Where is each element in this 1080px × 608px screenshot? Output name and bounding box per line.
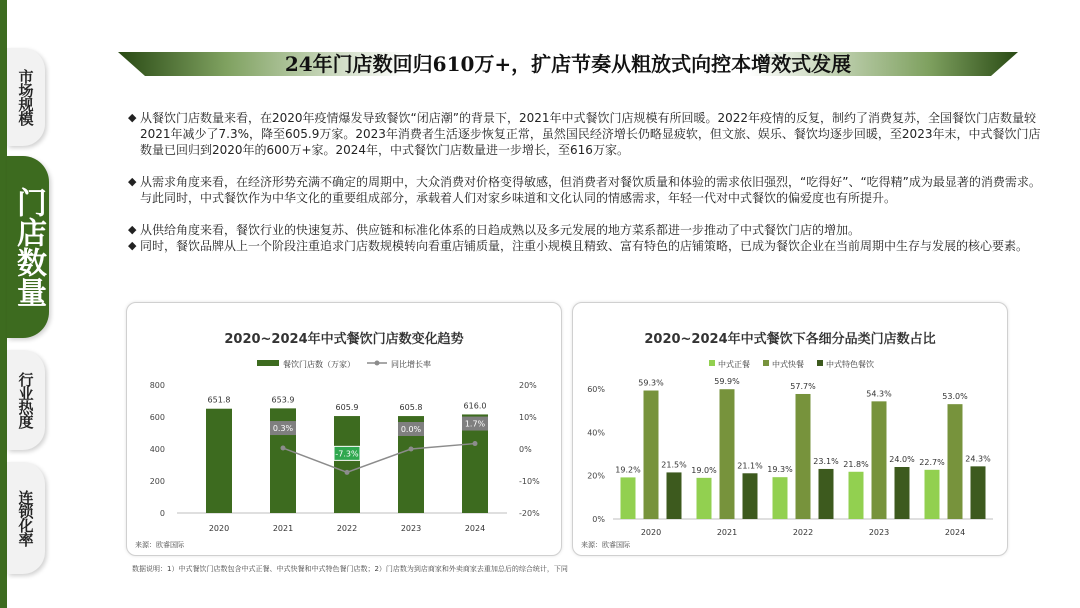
x-tick-label: 2024: [944, 528, 966, 537]
bar: [743, 473, 758, 519]
growth-point: [409, 447, 414, 452]
category-share-chart-panel: [572, 302, 1008, 556]
x-tick-label: 2023: [400, 524, 422, 533]
y-tick-label: 400: [149, 445, 165, 454]
bar-value-label: 21.5%: [661, 460, 687, 470]
bar: [849, 472, 864, 519]
bar-value-label: 605.8: [399, 403, 423, 413]
legend-marker: [375, 361, 380, 366]
chart-legend: [709, 359, 874, 369]
sidebar-item-chain-rate[interactable]: [7, 462, 45, 574]
x-tick-label: 2021: [272, 524, 294, 533]
bar: [697, 478, 712, 519]
sidebar-item-store-count[interactable]: [7, 156, 49, 338]
legend-label: 中式特色餐饮: [826, 360, 874, 369]
legend-swatch: [763, 360, 769, 366]
bar: [334, 416, 360, 513]
legend-label: 中式正餐: [718, 360, 750, 369]
bullet-text: 从餐饮门店数量来看，在2020年疫情爆发导致餐饮“闭店潮”的背景下，2021年中式餐饮门店规模有所回暖。2022年疫情的反复，制约了消费复苏，全国餐饮门店数量较2021年减少了7.3%，降至605.9万家。2023年消费者生活逐步恢复正常，虽然国民经济增长仍略显疲软，但文旅、娱乐、餐饮均逐步回暖，至2023年末，中式餐饮门店数量已回归到2020年的600万+家。2024年，中式餐饮门店数量进一步增长，至616万家。: [140, 111, 1041, 157]
y-tick-label: 0: [159, 509, 165, 518]
x-tick-label: 2024: [464, 524, 486, 533]
legend-label: 同比增长率: [391, 360, 431, 369]
chart-source: 来源：欧睿国际: [581, 541, 630, 549]
bar-value-label: 21.1%: [737, 461, 763, 471]
bar: [621, 477, 636, 519]
y-tick-label: 600: [149, 413, 165, 422]
chart-source: 来源：欧睿国际: [135, 541, 184, 549]
bar-value-label: 653.9: [271, 395, 295, 405]
bar: [895, 467, 910, 519]
bar: [948, 404, 963, 519]
bar-value-label: 19.3%: [767, 465, 793, 475]
bar-value-label: 22.7%: [919, 457, 945, 467]
y2-tick-label: -10%: [519, 477, 540, 486]
growth-value-label: 0.3%: [272, 424, 294, 434]
chart-title: 2020~2024年中式餐饮门店数变化趋势: [224, 332, 464, 347]
bar-value-label: 19.2%: [615, 465, 641, 475]
bar-value-label: 24.0%: [889, 455, 915, 464]
diamond-bullet-icon: ◆: [128, 239, 137, 252]
bar-value-label: 23.1%: [813, 456, 839, 466]
growth-point: [281, 446, 286, 451]
legend-swatch: [817, 360, 823, 366]
bullet-text: 同时，餐饮品牌从上一个阶段注重追求门店数规模转向看重店铺质量，注重小规模且精致、富有特色的店铺策略，已成为餐饮企业在当前周期中生存与发展的核心要素。: [140, 239, 1029, 253]
y-tick-label: 200: [149, 477, 165, 486]
y-tick-label: 60%: [587, 385, 605, 394]
y-tick-label: 40%: [587, 428, 605, 438]
bullet-list: [128, 110, 1048, 254]
bar-value-label: 24.3%: [965, 454, 991, 464]
data-footnote: 数据说明：1）中式餐饮门店数包含中式正餐、中式快餐和中式特色餐门店数；2）门店数为到店商家和外卖商家去重加总后的综合统计，下同: [132, 565, 568, 573]
bullet-text: 从需求角度来看，在经济形势充满不确定的周期中，大众消费对价格变得敏感，但消费者对餐饮质量和体验的需求依旧强烈，“吃得好”、“吃得精”成为最显著的消费需求。与此同时，中式餐饮作为中华文化的重要组成部分，承载着人们对家乡味道和文化认同的情感需求，年轻一代对中式餐饮的偏爱度也有所提升。: [140, 175, 1041, 205]
bullet-text: 从供给角度来看，餐饮行业的快速复苏、供应链和标准化体系的日趋成熟以及多元发展的地方菜系都进一步推动了中式餐饮门店的增加。: [140, 223, 861, 237]
bullet-item: [128, 238, 1048, 254]
legend-swatch: [709, 360, 715, 366]
legend-label: 餐饮门店数（万家）: [283, 360, 355, 369]
page-title: 24年门店数回归610万+，扩店节奏从粗放式向控本增效式发展: [284, 52, 852, 76]
sidebar-item-label: 连锁化率: [16, 490, 35, 546]
bar-value-label: 21.8%: [843, 459, 869, 469]
bar: [644, 391, 659, 519]
y-tick-label: 800: [149, 381, 165, 390]
growth-line: [283, 444, 475, 473]
bar-value-label: 59.9%: [714, 377, 740, 387]
chart-legend: [257, 359, 431, 369]
bar-value-label: 651.8: [207, 395, 231, 405]
legend-label: 中式快餐: [772, 360, 804, 369]
sidebar-item-label: 市场规模: [16, 69, 35, 125]
bullet-item: [128, 174, 1048, 206]
x-tick-label: 2023: [868, 528, 890, 537]
bullet-item: [128, 110, 1048, 158]
sidebar-item-industry-heat[interactable]: [7, 350, 45, 450]
store-count-trend-chart: [127, 303, 561, 555]
x-tick-label: 2022: [336, 524, 358, 533]
bar: [819, 469, 834, 519]
category-share-chart: [573, 303, 1007, 555]
legend-swatch-bar: [257, 360, 279, 366]
bar: [206, 409, 232, 513]
bar: [773, 477, 788, 519]
bar: [720, 389, 735, 519]
x-tick-label: 2021: [716, 528, 738, 537]
bar-value-label: 59.3%: [638, 378, 664, 388]
bar: [971, 466, 986, 519]
bar-value-label: 53.0%: [942, 392, 968, 402]
y-tick-label: 20%: [587, 471, 605, 481]
growth-value-label: 1.7%: [464, 419, 486, 429]
y2-tick-label: -20%: [519, 509, 540, 518]
bar-value-label: 57.7%: [790, 381, 816, 391]
y2-tick-label: 10%: [519, 413, 537, 422]
y2-tick-label: 20%: [519, 381, 537, 390]
bar: [667, 472, 682, 519]
bullet-item: [128, 222, 1048, 238]
diamond-bullet-icon: ◆: [128, 175, 137, 188]
bar-value-label: 605.9: [335, 403, 359, 413]
chart-title: 2020~2024年中式餐饮下各细分品类门店数占比: [644, 332, 936, 347]
bar-value-label: 54.3%: [866, 389, 892, 399]
bar-value-label: 616.0: [463, 401, 487, 411]
diamond-bullet-icon: ◆: [128, 223, 137, 236]
bar-value-label: 19.0%: [691, 465, 717, 475]
x-tick-label: 2020: [208, 524, 230, 533]
bar: [925, 470, 940, 519]
growth-point: [473, 441, 478, 446]
bar: [796, 394, 811, 519]
sidebar-item-label: 门店数量: [11, 187, 46, 307]
store-count-chart-panel: [126, 302, 562, 556]
x-tick-label: 2022: [792, 528, 814, 537]
growth-value-label: 0.0%: [400, 425, 422, 434]
bar: [872, 401, 887, 519]
sidebar-item-label: 行业热度: [16, 372, 35, 428]
sidebar-item-market-size[interactable]: [7, 48, 45, 146]
y-tick-label: 0%: [592, 515, 605, 524]
growth-point: [345, 470, 350, 475]
diamond-bullet-icon: ◆: [128, 111, 137, 124]
x-tick-label: 2020: [640, 528, 662, 537]
growth-value-label: -7.3%: [335, 449, 359, 459]
y2-tick-label: 0%: [519, 445, 532, 454]
